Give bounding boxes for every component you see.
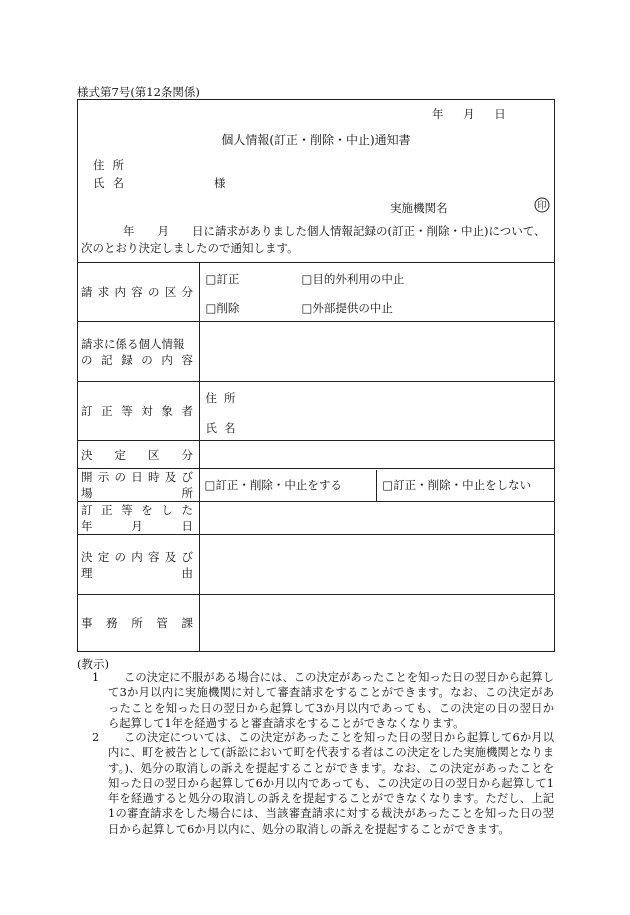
row-reason [78,535,554,595]
addressee-honorific: 様 [214,176,226,190]
label-office [78,595,199,651]
justified-label [81,485,193,501]
row-done-date [78,502,554,535]
justified-label [81,502,193,518]
label-char: 対 [141,404,153,418]
row-record-content [78,322,554,382]
label-char: 及 [164,470,177,484]
label-char: 時 [148,470,160,484]
page-title: 個人情報(訂正・削除・中止)通知書 [221,133,411,147]
target-name-label: 氏名 [205,421,243,435]
justified-label [81,352,193,368]
label-record-content [78,322,199,382]
note-number: 1 [92,671,100,684]
record-content-field[interactable] [199,322,554,382]
row-disclosure [78,469,554,502]
addressee-address-label: 住所 [93,158,132,172]
target-address-label: 住所 [205,391,243,405]
label-char: 区 [164,285,177,299]
note-number: 2 [92,731,100,744]
label-char: 内 [114,285,126,299]
row-request-type [78,263,554,322]
label-char: び [181,470,193,484]
label-char: 分 [181,447,193,462]
note-item-2 [92,730,554,837]
label-reason [78,535,199,595]
label-char: 課 [181,615,193,630]
label-request-type [78,263,199,322]
justified-label [81,518,193,534]
label-char: の [148,285,160,299]
option-stop-external[interactable]: □外部提供の中止 [301,301,393,315]
row-office [78,595,554,651]
addressee-name-label: 氏名 [93,176,132,190]
agency-name-label: 実施機関名 [390,201,448,215]
seal-char: 印 [537,200,547,212]
label-char: 容 [181,352,193,367]
decision-type-field[interactable] [199,441,554,469]
label-char: び [181,549,193,564]
label-char: 容 [148,549,160,564]
label-char: の [141,352,153,367]
justified-label [81,469,193,485]
label-char: 事 [81,615,93,630]
label-char: 所 [181,486,193,500]
label-char: た [181,503,193,517]
label-char: 正 [101,404,113,418]
note-text: この決定に不服がある場合には、この決定があったことを知った日の翌日から起算して3か月以内に実施機関に対して審査請求をすることができます。なお、この決定があったことを知った日の翌日から起算して3か月以内であっても、この決定の日の翌日から起算して1年を経過すると審査請求をすることができなくなります。 [108,671,554,730]
label-char: 等 [121,503,133,517]
notice-header-block [78,100,554,262]
seal-icon [534,197,550,213]
label-char: 所 [131,615,143,630]
label-char: 正 [101,503,113,517]
office-field[interactable] [199,595,554,651]
label-char: 象 [161,404,173,418]
label-char: 内 [161,352,173,367]
label-char: 容 [131,285,143,299]
label-char: 記 [101,352,113,367]
label-char: 月 [131,519,143,533]
justified-label [81,565,193,581]
note-text: この決定については、この決定があったことを知った日の翌日から起算して6か月以内に、町を被告として(訴訟において町を代表する者はこの決定をした実施機関となります。)、処分の取消しの訴えを提起することができます。なお、この決定があったことを知った日の翌日から起算して6か月以内であっても、この決定の日の翌日から起算して1年を経過すると処分の取消しの訴えを提起することができなくなります。ただし、上記1の審査請求をした場合には、当該審査請求に対する裁決があったことを知った日の翌日から起算して6か月以内に、処分の取消しの訴えを提起することができます。 [108,731,554,836]
option-deletion[interactable]: □削除 [205,301,240,315]
label-char: 訂 [81,503,93,517]
justified-label [81,284,193,300]
label-char: 区 [148,447,160,462]
note-item-1 [92,670,554,731]
label-char: の [114,549,126,564]
notes-heading: (教示) [77,657,109,671]
label-char: 務 [106,615,118,630]
target-person-field [199,382,554,441]
label-char: 開 [81,470,93,484]
label-char: 年 [81,519,93,533]
label-decision-type [78,441,199,469]
label-char: 定 [114,447,126,462]
option-correction[interactable]: □訂正 [205,272,240,286]
label-char: 由 [181,565,193,580]
decision-table [78,262,554,651]
label-char: 示 [97,470,110,484]
request-type-options [199,263,554,322]
reason-field[interactable] [199,535,554,595]
label-char: 決 [81,549,93,564]
label-char: し [161,503,173,517]
label-char: 等 [121,404,133,418]
option-not-correction[interactable]: □訂正・削除・中止をしない [376,470,554,501]
label-char: 求 [97,285,110,299]
label-disclosure [78,469,199,502]
label-char: 日 [181,519,193,533]
label-char: 者 [181,404,193,418]
label-char: の [81,352,93,367]
label-char: 決 [81,447,93,462]
label-char: 分 [181,285,193,299]
label-char: 訂 [81,404,93,418]
label-char: 場 [81,486,93,500]
intro-text [81,223,553,257]
row-decision-type [78,441,554,469]
justified-label [81,615,193,631]
justified-label [81,447,193,463]
intro-line-2: 次のとおり決定しましたので通知します。 [81,241,299,255]
notice-date: 年 月 日 [432,107,506,121]
option-do-correction[interactable]: □訂正・削除・中止をする [204,478,342,492]
notice-form-frame [77,99,555,652]
form-number: 様式第7号(第12条関係) [77,85,200,99]
label-target-person [78,382,199,441]
label-char: 理 [81,565,93,580]
label-char: 日 [131,470,143,484]
label-char: 請 [81,285,93,299]
label-char: の [114,470,126,484]
label-char: 録 [121,352,133,367]
option-stop-other-use[interactable]: □目的外利用の中止 [301,272,405,286]
label-char: 管 [156,615,168,630]
label-char: 及 [164,549,177,564]
done-date-field[interactable] [199,502,554,535]
disclosure-options [199,469,554,502]
label-done-date [78,502,199,535]
label-char: 内 [131,549,143,564]
justified-label [81,549,193,565]
label-line: 請求に係る個人情報 [81,336,185,351]
intro-line-1: 年 月 日に請求がありました個人情報記録の(訂正・削除・中止)について、 [123,224,546,238]
label-char: 定 [97,549,110,564]
justified-label [81,403,193,419]
label-char: を [141,503,153,517]
row-target-person [78,382,554,441]
